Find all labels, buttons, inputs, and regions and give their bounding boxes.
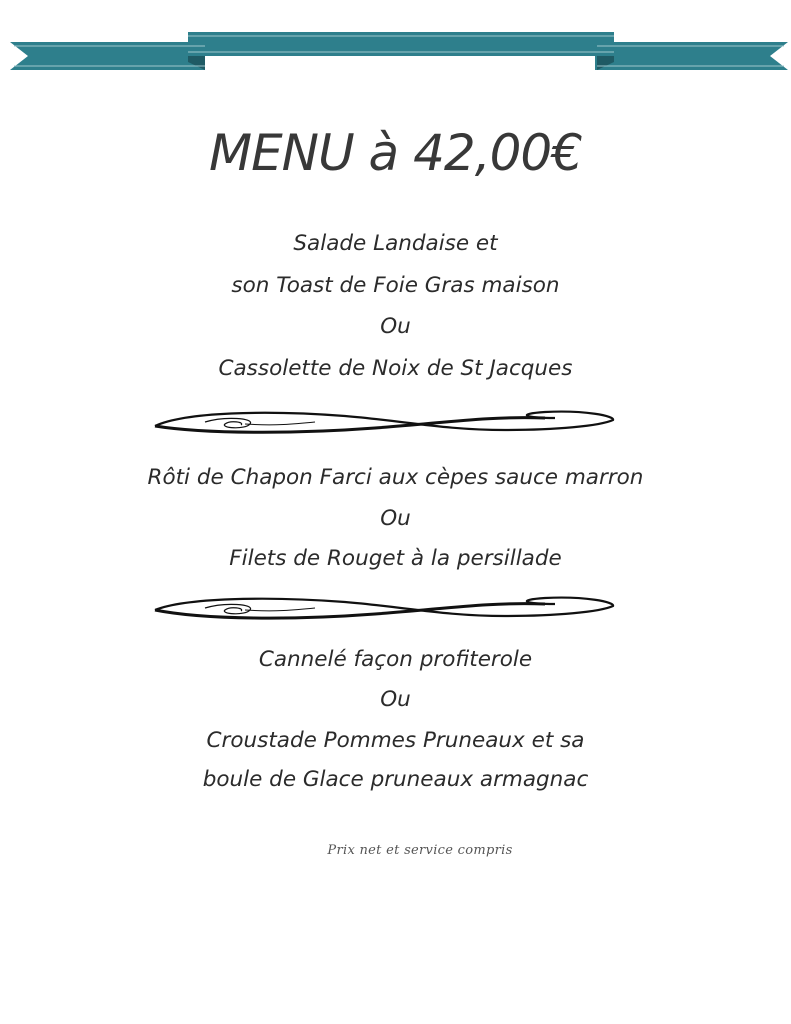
main-line-1: Rôti de Chapon Farci aux cèpes sauce marron — [147, 465, 644, 490]
flourish-divider-icon — [145, 404, 620, 444]
starter-line-2: son Toast de Foie Gras maison — [231, 273, 560, 298]
starter-separator: Ou — [380, 314, 411, 339]
dessert-line-1: Cannelé façon profiterole — [258, 647, 533, 672]
ribbon-banner — [0, 0, 791, 80]
dessert-line-2: Croustade Pommes Pruneaux et sa — [206, 728, 585, 753]
price-note: Prix net et service compris — [327, 843, 513, 858]
menu-title: MENU à 42,00€ — [208, 124, 583, 182]
main-line-2: Filets de Rouget à la persillade — [229, 546, 562, 571]
starter-line-3: Cassolette de Noix de St Jacques — [218, 356, 573, 381]
dessert-line-3: boule de Glace pruneaux armagnac — [202, 767, 589, 792]
flourish-divider-icon — [145, 592, 620, 632]
dessert-separator: Ou — [380, 687, 411, 712]
starter-line-1: Salade Landaise et — [293, 231, 498, 256]
main-separator: Ou — [380, 506, 411, 531]
